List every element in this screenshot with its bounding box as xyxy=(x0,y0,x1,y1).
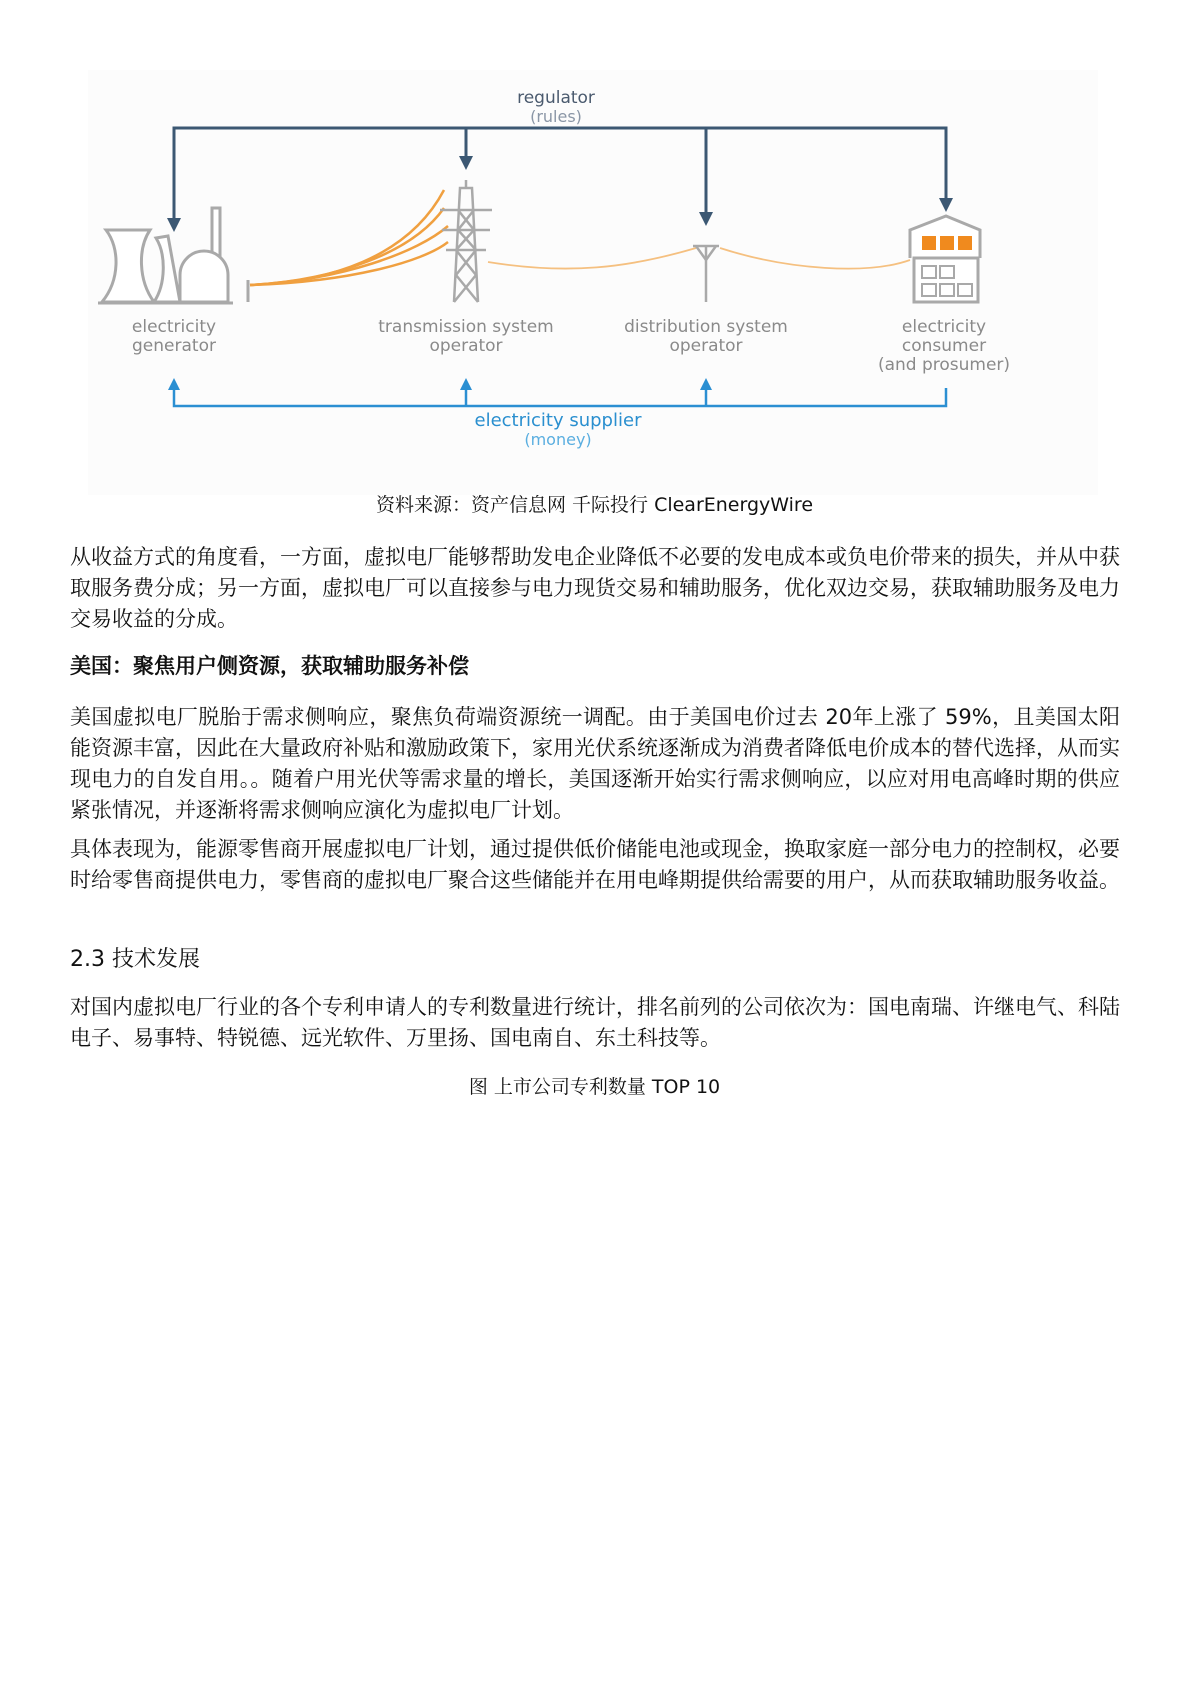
generator-label-line2: generator xyxy=(132,336,216,356)
regulator-label: regulator xyxy=(517,88,595,108)
tso-label-line1: transmission system xyxy=(378,317,554,337)
supplier-sub-label: (money) xyxy=(524,430,592,449)
figure-caption-patents: 图 上市公司专利数量 TOP 10 xyxy=(468,1076,721,1098)
paragraph-patents: 对国内虚拟电厂行业的各个专利申请人的专利数量进行统计，排名前列的公司依次为：国电南瑞、许继电气、科陆电子、易事特、特锐德、远光软件、万里扬、国电南自、东土科技等。 xyxy=(70,995,1120,1050)
consumer-label-line1: electricity xyxy=(901,317,987,337)
dso-label-line2: operator xyxy=(669,336,743,356)
figure-source-caption: 资料来源：资产信息网 千际投行 ClearEnergyWire xyxy=(375,494,814,516)
paragraph-us-vpp: 美国虚拟电厂脱胎于需求侧响应，聚焦负荷端资源统一调配。由于美国电价过去 20年上涨了 59%，且美国太阳能资源丰富，因此在大量政府补贴和激励政策下，家用光伏系统逐渐成为消费者降低电价成本的替代选择，从而实现电力的自发自用。。随着户用光伏等需求量的增长，美国逐渐开始实行需求侧响应，以应对用电高峰时期的供应紧张情况，并逐渐将需求侧响应演化为虚拟电厂计划。 xyxy=(70,705,1120,822)
section-title-tech: 2.3 技术发展 xyxy=(70,947,200,972)
electricity-market-diagram xyxy=(88,70,1098,495)
dso-label-line1: distribution system xyxy=(624,317,788,337)
paragraph-retailer: 具体表现为，能源零售商开展虚拟电厂计划，通过提供低价储能电池或现金，换取家庭一部分电力的控制权，必要时给零售商提供电力，零售商的虚拟电厂聚合这些储能并在用电峰期提供给需要的用户，从而获取辅助服务收益。 xyxy=(70,837,1120,892)
supplier-label: electricity supplier xyxy=(474,410,642,431)
house-icon xyxy=(910,216,980,302)
consumer-label-line3: (and prosumer) xyxy=(877,355,1011,375)
consumer-label-line2: consumer xyxy=(901,336,987,356)
regulator-sub-label: (rules) xyxy=(530,107,582,126)
tso-label-line2: operator xyxy=(429,336,503,356)
generator-label-line1: electricity xyxy=(131,317,217,337)
paragraph-revenue: 从收益方式的角度看，一方面，虚拟电厂能够帮助发电企业降低不必要的发电成本或负电价带来的损失，并从中获取服务费分成；另一方面，虚拟电厂可以直接参与电力现货交易和辅助服务，优化双边交易，获取辅助服务及电力交易收益的分成。 xyxy=(70,545,1120,631)
us-section-heading: 美国：聚焦用户侧资源，获取辅助服务补偿 xyxy=(70,654,469,678)
